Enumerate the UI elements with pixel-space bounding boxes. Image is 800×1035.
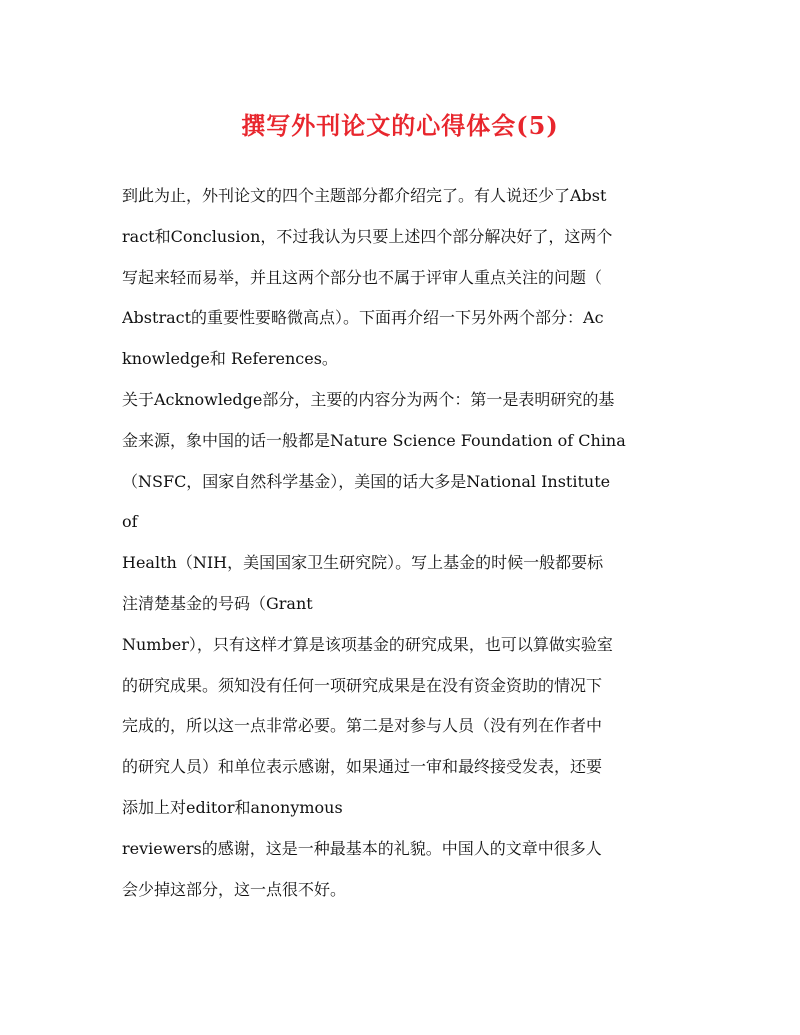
body-line: 会少掉这部分，这一点很不好。 [122,879,347,899]
body-line: ract和Conclusion，不过我认为只要上述四个部分解决好了，这两个 [122,226,613,246]
body-line: Health（NIH，美国国家卫生研究院）。写上基金的时候一般都要标 [122,553,604,573]
body-line: 添加上对editor和anonymous [122,797,343,817]
body-line: Number），只有这样才算是该项基金的研究成果，也可以算做实验室 [122,634,613,654]
body-line: Abstract的重要性要略微高点）。下面再介绍一下另外两个部分：Ac [122,308,604,328]
body-line: （NSFC，国家自然科学基金），美国的话大多是National Institute [122,471,611,491]
body-line: 的研究成果。须知没有任何一项研究成果是在没有资金资助的情况下 [122,675,603,695]
body-line: 完成的，所以这一点非常必要。第二是对参与人员（没有列在作者中 [122,716,603,736]
body-line: 金来源，象中国的话一般都是Nature Science Foundation of China [122,430,626,450]
document-title: 撰写外刊论文的心得体会(5) [241,111,559,140]
body-line: reviewers的感谢，这是一种最基本的礼貌。中国人的文章中很多人 [122,838,602,858]
document-body [122,176,678,910]
body-line: 写起来轻而易举，并且这两个部分也不属于评审人重点关注的问题（ [122,267,603,287]
body-line: 关于Acknowledge部分，主要的内容分为两个：第一是表明研究的基 [122,389,615,409]
body-line: 到此为止，外刊论文的四个主题部分都介绍完了。有人说还少了Abst [122,186,607,205]
body-line: knowledge和 References。 [122,349,338,369]
body-line: 的研究人员）和单位表示感谢，如果通过一审和最终接受发表，还要 [122,757,603,777]
body-line: of [122,512,138,532]
body-line: 注清楚基金的号码（Grant [122,593,313,613]
